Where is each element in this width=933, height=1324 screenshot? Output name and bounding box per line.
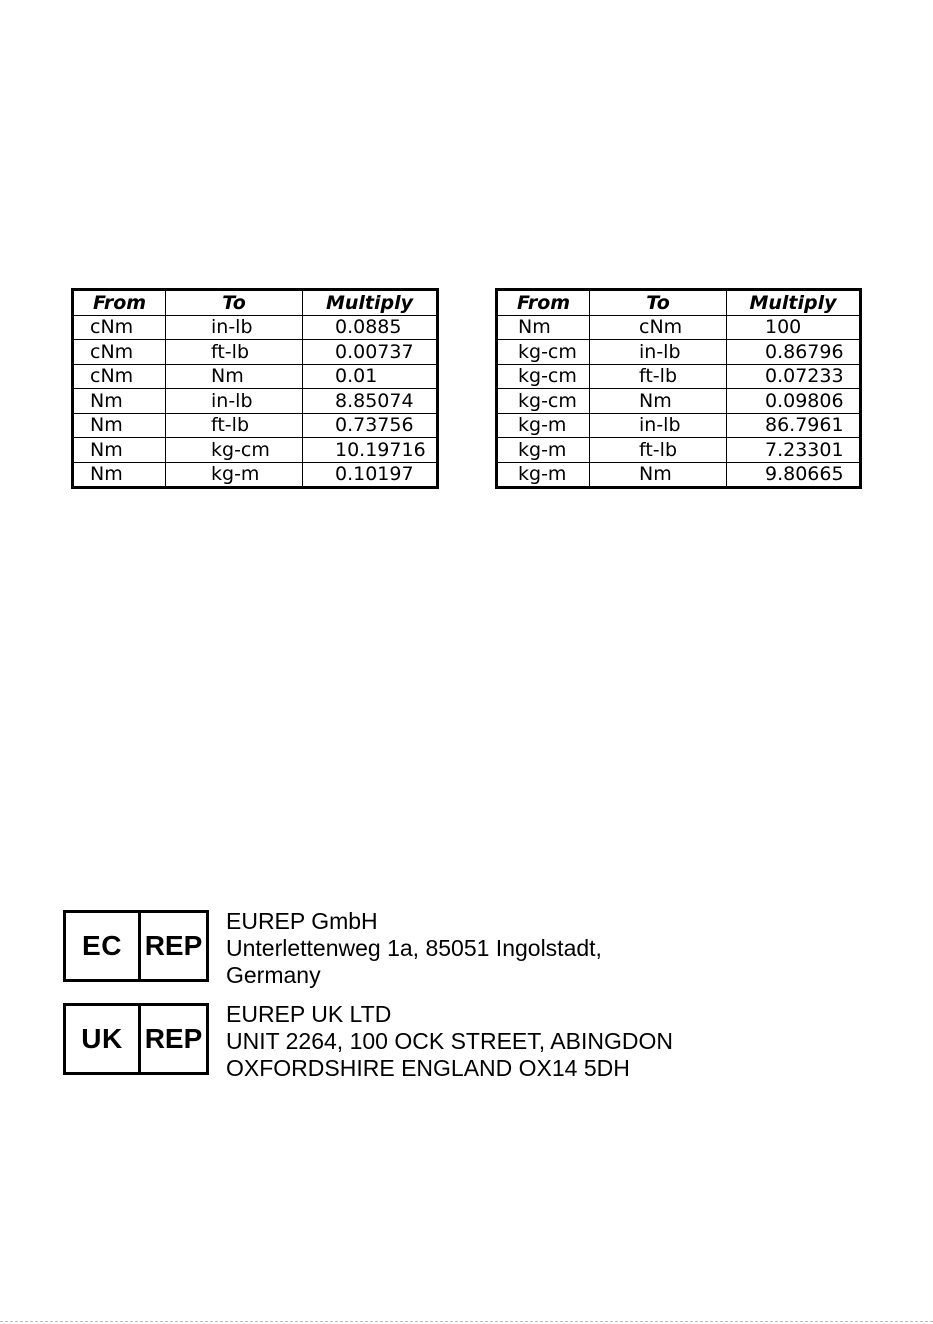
uk-rep-company: EUREP UK LTD	[226, 1001, 392, 1027]
table-row	[73, 438, 438, 463]
ec-rep-company: EUREP GmbH	[226, 908, 378, 934]
cell-to: in-lb	[590, 340, 727, 365]
cell-from: cNm	[73, 315, 166, 340]
cell-to: ft-lb	[166, 413, 303, 438]
cell-multiply: 0.86796	[727, 340, 861, 365]
cell-multiply: 8.85074	[303, 389, 438, 414]
conversion-table-left	[71, 288, 439, 489]
cell-from: kg-cm	[497, 389, 590, 414]
table-row	[73, 462, 438, 488]
cell-multiply: 7.23301	[727, 438, 861, 463]
page-bottom-edge	[0, 1321, 933, 1322]
cell-multiply: 0.09806	[727, 389, 861, 414]
table-row	[73, 389, 438, 414]
cell-to: in-lb	[590, 413, 727, 438]
table-row	[73, 364, 438, 389]
column-header-multiply: Multiply	[727, 290, 861, 316]
ec-rep-country: Germany	[226, 962, 321, 988]
column-header-from: From	[497, 290, 590, 316]
cell-multiply: 9.80665	[727, 462, 861, 488]
ec-rep-symbol	[63, 910, 209, 982]
cell-from: kg-m	[497, 438, 590, 463]
ec-rep-street: Unterlettenweg 1a, 85051 Ingolstadt,	[226, 935, 602, 961]
uk-rep-region: OXFORDSHIRE ENGLAND OX14 5DH	[226, 1055, 630, 1081]
cell-to: kg-cm	[166, 438, 303, 463]
cell-from: kg-cm	[497, 340, 590, 365]
uk-rep-block	[63, 1003, 673, 1082]
table-row	[497, 315, 861, 340]
cell-from: Nm	[73, 462, 166, 488]
cell-multiply: 0.10197	[303, 462, 438, 488]
column-header-multiply: Multiply	[303, 290, 438, 316]
cell-from: kg-cm	[497, 364, 590, 389]
cell-to: Nm	[590, 389, 727, 414]
conversion-table-right	[495, 288, 862, 489]
uk-rep-address	[226, 1001, 673, 1082]
ec-rep-block	[63, 910, 602, 989]
table-row	[73, 413, 438, 438]
ec-rep-address	[226, 908, 602, 989]
rep-label: REP	[144, 1023, 203, 1054]
table-row	[497, 438, 861, 463]
uk-rep-symbol	[63, 1003, 209, 1075]
cell-multiply: 0.00737	[303, 340, 438, 365]
cell-to: ft-lb	[590, 364, 727, 389]
table-row	[73, 315, 438, 340]
table-row	[497, 389, 861, 414]
cell-to: in-lb	[166, 315, 303, 340]
cell-from: cNm	[73, 364, 166, 389]
cell-to: Nm	[590, 462, 727, 488]
rep-label: REP	[144, 930, 203, 961]
table-row	[497, 413, 861, 438]
cell-to: ft-lb	[166, 340, 303, 365]
cell-multiply: 0.0885	[303, 315, 438, 340]
table-row	[497, 364, 861, 389]
cell-from: Nm	[73, 413, 166, 438]
cell-from: kg-m	[497, 462, 590, 488]
table-header-row	[73, 290, 438, 316]
column-header-to: To	[166, 290, 303, 316]
cell-multiply: 86.7961	[727, 413, 861, 438]
cell-from: kg-m	[497, 413, 590, 438]
table-row	[73, 340, 438, 365]
cell-from: Nm	[73, 389, 166, 414]
table-header-row	[497, 290, 861, 316]
cell-to: cNm	[590, 315, 727, 340]
uk-rep-street: UNIT 2264, 100 OCK STREET, ABINGDON	[226, 1028, 673, 1054]
cell-to: in-lb	[166, 389, 303, 414]
cell-multiply: 0.07233	[727, 364, 861, 389]
cell-multiply: 100	[727, 315, 861, 340]
table-row	[497, 462, 861, 488]
cell-to: kg-m	[166, 462, 303, 488]
column-header-from: From	[73, 290, 166, 316]
ec-label: EC	[66, 913, 141, 979]
cell-multiply: 0.73756	[303, 413, 438, 438]
cell-multiply: 10.19716	[303, 438, 438, 463]
cell-from: Nm	[73, 438, 166, 463]
cell-to: ft-lb	[590, 438, 727, 463]
table-row	[497, 340, 861, 365]
cell-to: Nm	[166, 364, 303, 389]
cell-from: Nm	[497, 315, 590, 340]
cell-multiply: 0.01	[303, 364, 438, 389]
uk-label: UK	[66, 1006, 141, 1072]
cell-from: cNm	[73, 340, 166, 365]
column-header-to: To	[590, 290, 727, 316]
